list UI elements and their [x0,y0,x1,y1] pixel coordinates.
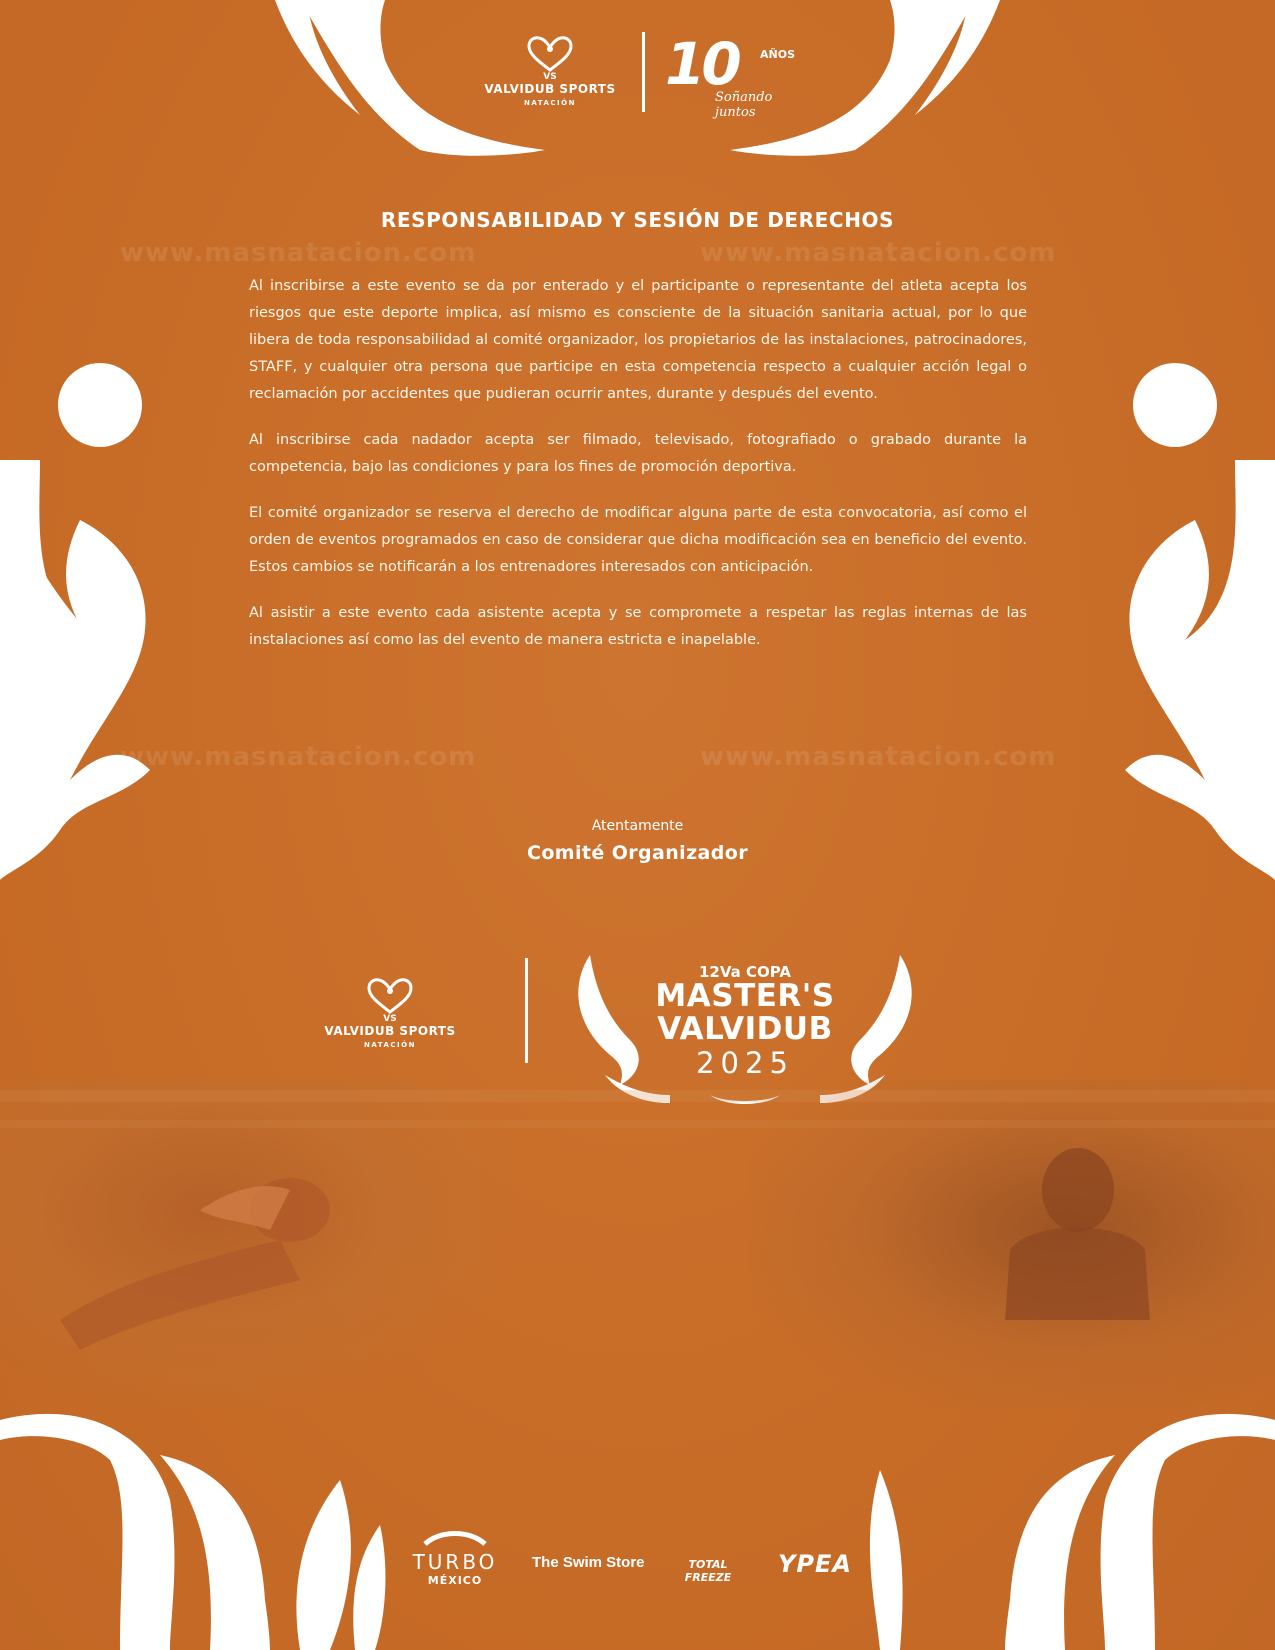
bottom-left-leaf-2 [353,1525,385,1650]
bottom-left-leaf [296,1480,351,1650]
bottom-left-flourish [160,1455,270,1650]
brand-sub: NATACIÓN [524,99,576,107]
sponsor-turbo-sub: MÉXICO [427,1574,483,1587]
event-divider [525,958,528,1063]
watermark: www.masnatacion.com [700,742,1057,772]
page-title: RESPONSABILIDAD Y SESIÓN DE DERECHOS [380,208,895,232]
closing [0,818,1275,864]
brand-name: VALVIDUB SPORTS [484,82,616,96]
left-circle [58,363,142,447]
closing-signature: Comité Organizador [527,842,748,864]
sponsor-turbo [400,1530,510,1587]
brand-name: VALVIDUB SPORTS [324,1024,456,1038]
heart-swimmer-icon [365,978,415,1014]
sponsor-ypea: YPEA [778,1550,852,1578]
watermark: www.masnatacion.com [700,238,1057,268]
sponsor-swim-store: The Swim Store [532,1554,645,1571]
anniversary-years: AÑOS [760,48,795,61]
vs-mark: VS [543,72,557,82]
event-name-line2: VALVIDUB [657,1011,833,1047]
wave-icon [420,1530,490,1546]
paragraph-filming: Al inscribirse cada nadador acepta ser filmado, televisado, fotografiado o grabado durante la competencia, bajo las condiciones y para los fines de promoción deportiva. [249,432,1027,475]
watermark: www.masnatacion.com [120,238,477,268]
event-year: 2025 [696,1046,794,1080]
anniversary-logo [665,30,815,120]
paragraph-rules: Al asistir a este evento cada asistente acepta y se compromete a respetar las reglas internas de las instalaciones así como las del evento de manera estricta e inapelable. [249,605,1027,648]
closing-greeting: Atentamente [591,818,684,834]
body-text [249,273,1027,673]
brand-sub: NATACIÓN [364,1041,416,1049]
right-flourish [1125,460,1275,880]
bottom-right-flourish [1005,1455,1115,1650]
vs-mark: VS [383,1014,397,1024]
anniversary-number: 10 [665,30,738,98]
heart-swimmer-icon [525,36,575,72]
event-name-line1: MASTER'S [655,978,835,1014]
watermark: www.masnatacion.com [120,742,477,772]
header-divider [642,32,645,112]
sponsor-logos [400,1530,880,1620]
paragraph-modifications: El comité organizador se reserva el derecho de modificar alguna parte de esta convocatoria, así como el orden de eventos programados en caso de considerar que dicha modificación sea en beneficio del evento. Estos cambios se notificarán a los entrenadores interesados con anticipación. [249,505,1027,575]
valvidub-sports-logo [470,36,630,107]
anniversary-tagline: Soñando juntos [715,90,773,120]
sponsor-total-freeze: TOTAL FREEZE [684,1558,732,1584]
paragraph-liability: Al inscribirse a este evento se da por enterado y el participante o representante del atleta acepta los riesgos que este deporte implica, así mismo es consciente de la situación sanitaria actual, por lo que libera de toda responsabilidad al comité organizador, los propietarios de las instalaciones, patrocinadores, STAFF, y cualquier otra persona que participe en esta competencia respecto a cualquier acción legal o reclamación por accidentes que pudieran ocurrir antes, durante y después del evento. [249,278,1027,402]
event-edition: 12Va COPA [699,963,791,981]
left-flourish [0,460,150,880]
valvidub-sports-logo-bottom [310,978,470,1049]
right-circle [1133,363,1217,447]
sponsor-turbo-name: TURBO [412,1550,498,1574]
swimmer-silhouettes [0,1080,1275,1480]
